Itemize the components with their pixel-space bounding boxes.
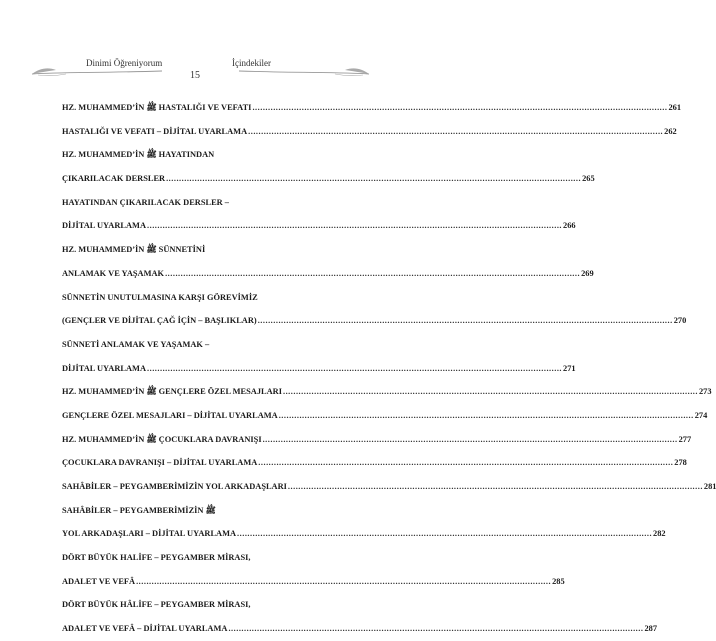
toc-entry (62, 238, 346, 262)
toc-entry-page: 261 (668, 103, 681, 112)
toc-entry-title: HASTALIĞI VE VEFATI – DİJİTAL UYARLAMA (62, 126, 248, 136)
toc-entry (62, 333, 346, 357)
toc-entry (62, 593, 346, 617)
toc-dot-leader (237, 522, 652, 546)
toc-entry (62, 262, 594, 286)
toc-entry-title: ANLAMAK VE YAŞAMAK (62, 268, 165, 278)
toc-entry-title: SAHÂBİLER – PEYGAMBERİMİZİN YOL ARKADAŞLARI (62, 482, 287, 491)
toc-dot-leader (258, 309, 673, 333)
toc-dot-leader (252, 96, 667, 120)
header-book-title: Dinimi Öğreniyorum (86, 58, 163, 68)
toc-entry (62, 475, 716, 499)
toc-entry (62, 120, 677, 144)
running-header (0, 52, 401, 82)
toc-dot-leader (165, 262, 580, 286)
toc-dot-leader (248, 120, 663, 144)
toc-entry-title: YOL ARKADAŞLARI – DİJİTAL UYARLAMA (62, 529, 237, 539)
toc-entry-title: SÜNNETİN UNUTULMASINA KARŞI GÖREVİMİZ (62, 292, 258, 302)
toc-entry (62, 428, 692, 452)
toc-entry-title: ÇOCUKLARA DAVRANIŞI – DİJİTAL UYARLAMA (62, 458, 258, 468)
toc-entry (62, 286, 346, 310)
toc-entry-title: HZ. MUHAMMED’İN ﷺ ÇOCUKLARA DAVRANIŞI (62, 434, 262, 444)
toc-entry-title: HZ. MUHAMMED’İN ﷺ HAYATINDAN (62, 150, 215, 160)
toc-entry-page: 270 (673, 316, 687, 326)
toc-entry (62, 357, 576, 381)
toc-entry (62, 380, 712, 404)
toc-entry-page: 262 (664, 126, 677, 136)
toc-entry-title: (GENÇLER VE DİJİTAL ÇAĞ İÇİN – BAŞLIKLAR) (62, 316, 257, 326)
toc-entry-title: SÜNNETİ ANLAMAK VE YAŞAMAK – (62, 339, 210, 349)
toc-entry-title: SAHÂBİLER – PEYGAMBERİMİZİN ﷺ (62, 505, 216, 515)
toc-entry (62, 404, 708, 428)
toc-dot-leader (263, 428, 678, 452)
toc-entry-page: 278 (674, 458, 687, 468)
toc-entry-title: DÖRT BÜYÜK HÂLİFE – PEYGAMBER MİRASI, (62, 600, 251, 610)
page-number: 15 (190, 70, 200, 81)
right-flourish-ornament (236, 62, 371, 78)
toc-entry-title: ADALET VE VEFÂ – DİJİTAL UYARLAMA (62, 624, 228, 634)
toc-entry-page: 282 (653, 529, 666, 539)
toc-entry-page: 265 (582, 174, 595, 184)
toc-dot-leader (258, 451, 673, 475)
toc-entry-page: 266 (563, 221, 576, 231)
toc-entry (62, 143, 346, 167)
header-section-title: İçindekiler (232, 58, 271, 68)
toc-dot-leader (228, 617, 643, 641)
toc-entry-page: 274 (694, 410, 708, 420)
toc-dot-leader (136, 570, 551, 594)
toc-entry (62, 522, 666, 546)
toc-dot-leader (283, 380, 698, 404)
toc-dot-leader (147, 357, 562, 381)
toc-entry-page: 269 (581, 268, 594, 278)
toc-entry-title: DÖRT BÜYÜK HALİFE – PEYGAMBER MİRASI, (62, 553, 251, 563)
toc-entry (62, 214, 576, 238)
toc-entry-page: 281 (703, 482, 716, 491)
toc-entry (62, 451, 687, 475)
toc-entry-page: 271 (563, 363, 576, 373)
toc-entry-title: HAYATINDAN ÇIKARILACAK DERSLER – (62, 197, 229, 207)
toc-entry-title: HZ. MUHAMMED’İN ﷺ HASTALIĞI VE VEFATI (62, 103, 252, 112)
toc-entry-title: HZ. MUHAMMED’İN ﷺ SÜNNETİNİ (62, 245, 206, 255)
toc-dot-leader (279, 404, 694, 428)
table-of-contents (62, 96, 716, 641)
toc-entry-page: 287 (644, 624, 657, 634)
toc-dot-leader (288, 475, 703, 499)
toc-entry-title: ADALET VE VEFÂ (62, 576, 136, 586)
toc-dot-leader (166, 167, 581, 191)
toc-entry-title: DİJİTAL UYARLAMA (62, 221, 146, 231)
toc-entry-title: HZ. MUHAMMED’İN ﷺ GENÇLERE ÖZEL MESAJLARI (62, 387, 282, 397)
toc-entry-page: 273 (698, 387, 712, 397)
toc-entry-page: 277 (678, 434, 692, 444)
toc-entry (62, 570, 565, 594)
toc-entry (62, 546, 346, 570)
toc-entry-title: ÇIKARILACAK DERSLER (62, 174, 166, 184)
toc-entry (62, 96, 681, 120)
toc-entry-title: DİJİTAL UYARLAMA (62, 363, 146, 373)
toc-dot-leader (147, 214, 562, 238)
toc-entry (62, 309, 687, 333)
toc-entry (62, 167, 595, 191)
toc-entry (62, 617, 657, 641)
toc-entry-page: 285 (552, 576, 565, 586)
toc-entry (62, 191, 346, 215)
toc-entry (62, 499, 346, 523)
toc-entry-title: GENÇLERE ÖZEL MESAJLARI – DİJİTAL UYARLAMA (62, 410, 278, 420)
